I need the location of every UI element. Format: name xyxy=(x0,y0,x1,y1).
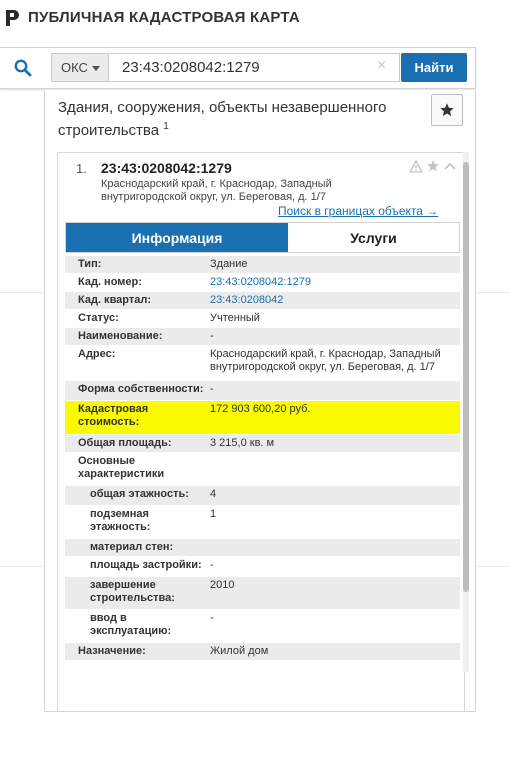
table-row xyxy=(65,381,460,401)
result-address: Краснодарский край, г. Краснодар, Западный внутригородской округ, ул. Береговая, д. 1/7 xyxy=(101,178,332,203)
row-label: общая этажность: xyxy=(90,488,189,500)
row-label: Кадастровая стоимость: xyxy=(78,403,149,428)
row-value: 2010 xyxy=(210,579,235,591)
table-row xyxy=(65,486,460,506)
panel-title xyxy=(58,98,418,140)
find-button[interactable]: Найти xyxy=(401,53,467,82)
row-value: Краснодарский край, г. Краснодар, Западный внутригородской округ, ул. Береговая, д. 1/7 xyxy=(210,348,441,373)
cad-block-link[interactable]: 23:43:0208042 xyxy=(210,294,284,306)
row-value: 4 xyxy=(210,488,217,500)
table-row xyxy=(65,328,460,346)
table-row xyxy=(65,346,460,381)
row-label: Основные характеристики xyxy=(78,455,165,480)
search-input[interactable] xyxy=(109,53,400,82)
row-label: Кад. квартал: xyxy=(78,294,152,306)
row-label: подземная этажность: xyxy=(90,508,151,533)
row-value: - xyxy=(210,612,214,624)
row-value: - xyxy=(210,559,214,571)
row-label: завершение строительства: xyxy=(90,579,175,604)
row-label: Кад. номер: xyxy=(78,276,142,288)
app-header xyxy=(0,0,509,36)
star-icon xyxy=(439,102,455,118)
search-bar xyxy=(0,47,476,89)
row-label: Назначение: xyxy=(78,645,146,657)
table-row xyxy=(65,274,460,292)
warning-icon[interactable] xyxy=(409,160,423,173)
row-value: - xyxy=(210,330,214,342)
search-icon[interactable] xyxy=(0,48,46,88)
info-table xyxy=(65,256,460,661)
table-row xyxy=(65,539,460,557)
table-row-highlighted xyxy=(65,401,460,435)
row-label: Адрес: xyxy=(78,348,116,360)
result-count: 1 xyxy=(163,121,169,132)
table-row xyxy=(65,506,460,539)
logo-icon xyxy=(4,8,20,28)
table-row xyxy=(65,292,460,310)
table-row xyxy=(65,435,460,453)
row-value xyxy=(210,539,460,556)
row-label: Статус: xyxy=(78,312,119,324)
result-index: 1. xyxy=(76,161,87,176)
panel-scrollbar[interactable] xyxy=(463,152,469,672)
row-value: Жилой дом xyxy=(210,645,269,657)
row-value xyxy=(210,453,460,483)
row-label: Общая площадь: xyxy=(78,437,172,449)
tab-info[interactable]: Информация xyxy=(66,223,288,252)
chevron-down-icon xyxy=(92,66,100,71)
row-value: Здание xyxy=(210,258,248,270)
result-card xyxy=(57,152,465,712)
tab-bar xyxy=(65,222,460,253)
row-value: - xyxy=(210,383,214,395)
favorite-button[interactable] xyxy=(431,94,463,126)
table-row xyxy=(65,453,460,486)
result-cad-number[interactable]: 23:43:0208042:1279 xyxy=(101,160,232,176)
object-type-label: ОКС xyxy=(61,60,88,75)
row-label: Форма собственности: xyxy=(78,383,204,395)
card-tools xyxy=(409,159,457,173)
row-label: материал стен: xyxy=(90,541,174,553)
close-icon[interactable]: × xyxy=(377,57,387,74)
results-panel xyxy=(44,90,476,712)
table-row xyxy=(65,610,460,643)
star-icon[interactable] xyxy=(426,159,440,173)
table-row xyxy=(65,557,460,577)
tab-services[interactable]: Услуги xyxy=(288,223,459,252)
row-value: 1 xyxy=(210,508,217,520)
table-row xyxy=(65,256,460,274)
app-title: ПУБЛИЧНАЯ КАДАСТРОВАЯ КАРТА xyxy=(28,9,300,26)
table-row xyxy=(65,643,460,661)
row-label: ввод в эксплуатацию: xyxy=(90,612,172,637)
cadastral-cost-value: 172 903 600,20 руб. xyxy=(210,403,311,415)
row-label: Тип: xyxy=(78,258,102,270)
panel-title-text: Здания, сооружения, объекты незавершенного строительства xyxy=(58,99,387,139)
row-value: 3 215,0 кв. м xyxy=(210,437,275,449)
search-within-link[interactable]: Поиск в границах объекта → xyxy=(278,204,439,218)
chevron-up-icon[interactable] xyxy=(443,160,457,172)
table-row xyxy=(65,577,460,610)
row-label: Наименование: xyxy=(78,330,163,342)
table-row xyxy=(65,310,460,328)
row-label: площадь застройки: xyxy=(90,559,202,571)
cad-number-link[interactable]: 23:43:0208042:1279 xyxy=(210,276,311,288)
object-type-select[interactable] xyxy=(51,53,109,82)
scrollbar-thumb[interactable] xyxy=(463,162,469,592)
row-value: Учтенный xyxy=(210,312,260,324)
